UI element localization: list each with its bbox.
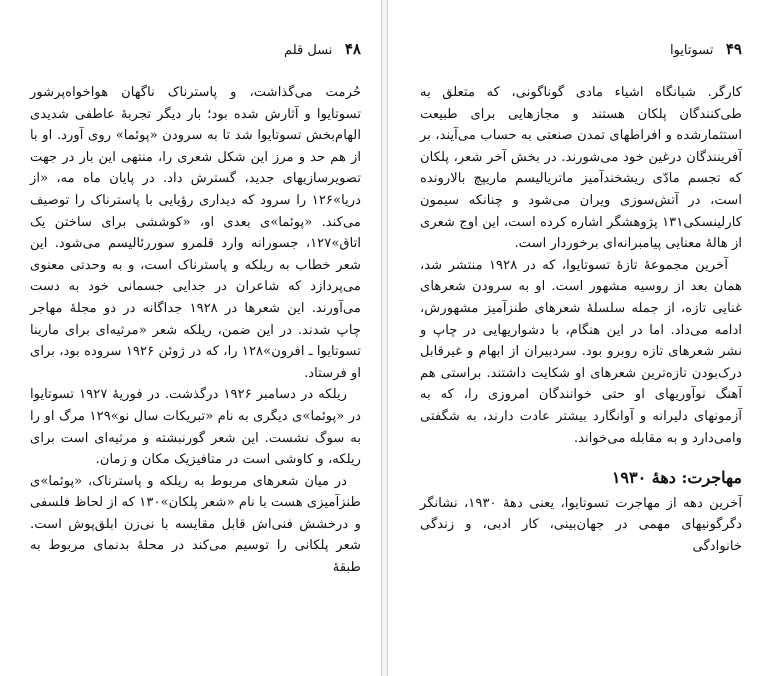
section-heading: مهاجرت: دههٔ ۱۹۳۰: [611, 468, 742, 488]
left-page-body: [30, 82, 361, 579]
paragraph: آخرین مجموعهٔ تازهٔ تسوتایوا، که در ۱۹۲۸ منتشر شد، همان بعد از روسیه مشهور است. او به سرودن شعرهای غنایی تازه، از جمله سلسلهٔ شعرهای طنزآمیز مشهورش، ادامه می‌داد. اما در این هنگام، با دشواریهایی در چاپ و نشر شعرهای تازه روبرو بود. سردبیران از ابهام و غیرقابل درک‌بودن تازه‌ترین شعرهای او شکایت داشتند. براستی هم آهنگ نوآوریهای او حتی خوانندگان امروزی را، که به آزمونهای دلیرانه و آوانگارد بیشتر عادت دارند، به شگفتی وامی‌دارد و به مقابله می‌خواند.: [420, 257, 742, 446]
left-page-header: [30, 40, 361, 62]
right-page: [388, 0, 768, 676]
paragraph: کارگر. شبانگاه اشیاء مادی گوناگونی، که متعلق به طی‌کنندگان پلکان هستند و مجازهایی برای طبیعت استثمارشده و افراطهای تمدن صنعتی به حساب می‌آیند، بر آفرینندگان درغین خود می‌شورند. در بخش آخر شعر، پلکان که تجسم مادّی ریشخندآمیز ماتریالیسم ماریپچ بالارونده است، در آتش‌سوزی ویران می‌شود و چنانکه سیمون کارلینسکی‌۱۳۱ پژوهشگر اشاره کرده است، این اوج شعری از هالهٔ معنایی پیامبرانه‌ای برخوردار است.: [420, 85, 742, 252]
right-page-body: [420, 82, 742, 557]
paragraph: در میان شعرهای مربوط به ریلکه و پاسترناک، «پوئما»ی طنزآمیزی هست با نام «شعر پلکان»‌۱۳۰ که از لحاظ فلسفی و درخشش فنی‌اش قابل مقایسه با نی‌زن ابلق‌پوش است. شعر پلکانی را توسیم می‌کند در محلهٔ بدنمای مربوط به طبقهٔ: [30, 473, 361, 576]
book-gutter: [381, 0, 388, 676]
running-title: تسوتایوا: [669, 43, 714, 58]
paragraph: ریلکه در دسامبر ۱۹۲۶ درگذشت. در فوریهٔ ۱۹۲۷ تسوتایوا در «پوئما»ی دیگری به نام «تبریکات سال نو»‌۱۲۹ مرگ او را به سوگ نشست. این شعر گورنبشته و مرثیه‌ای است برای ریلکه، و کاوشی است در متافیزیک مکان و زمان.: [30, 387, 361, 468]
running-title: نسل قلم: [284, 43, 333, 58]
paragraph: آخرین دهه از مهاجرت تسوتایوا، یعنی دههٔ ۱۹۳۰، نشانگر دگرگونیهای مهمی در جهان‌بینی، کار ادبی، و زندگی خانوادگی: [420, 495, 742, 554]
paragraph: حُرمت می‌گذاشت، و پاسترناک ناگهان هواخواه‌پرشور تسوتایوا و آثارش شده بود؛ بار دیگر تجربهٔ عاطفی شدیدی الهام‌بخش تسوتایوا شد تا به سرودن «پوئما» روی آورد. او با از هم حد و مرز این شکل شعری را، منتهی این بار در جهت تصویرسازیهای جدید، گسترش داد. در پایان ماه مه، «از دریا»‌۱۲۶ را سرود که دیداری رؤیایی با پاسترناک را توصیف می‌کند. «پوئما»ی بعدی او، «کوششی برای ساختن یک اتاق»‌۱۲۷، جسورانه وارد قلمرو سوررئالیسم می‌شود. این شعر خطاب به ریلکه و پاسترناک است، و به وحدتی معنوی می‌پردازد که شاعران در جدایی جسمانی خود به دست می‌آورند. این شعرها در ۱۹۲۸ جداگانه در دو مجلهٔ مهاجر چاپ شدند. در این ضمن، ریلکه شعر «مرثیه‌ای برای مارینا تسوتایوا ـ افرون»‌۱۲۸ را، که در ژوئن ۱۹۲۶ سروده بود، برای او فرستاد.: [30, 85, 361, 381]
right-page-header: [418, 40, 742, 62]
left-page: [0, 0, 381, 676]
page-number: ۴۸: [344, 40, 361, 58]
page-number: ۴۹: [725, 40, 742, 58]
